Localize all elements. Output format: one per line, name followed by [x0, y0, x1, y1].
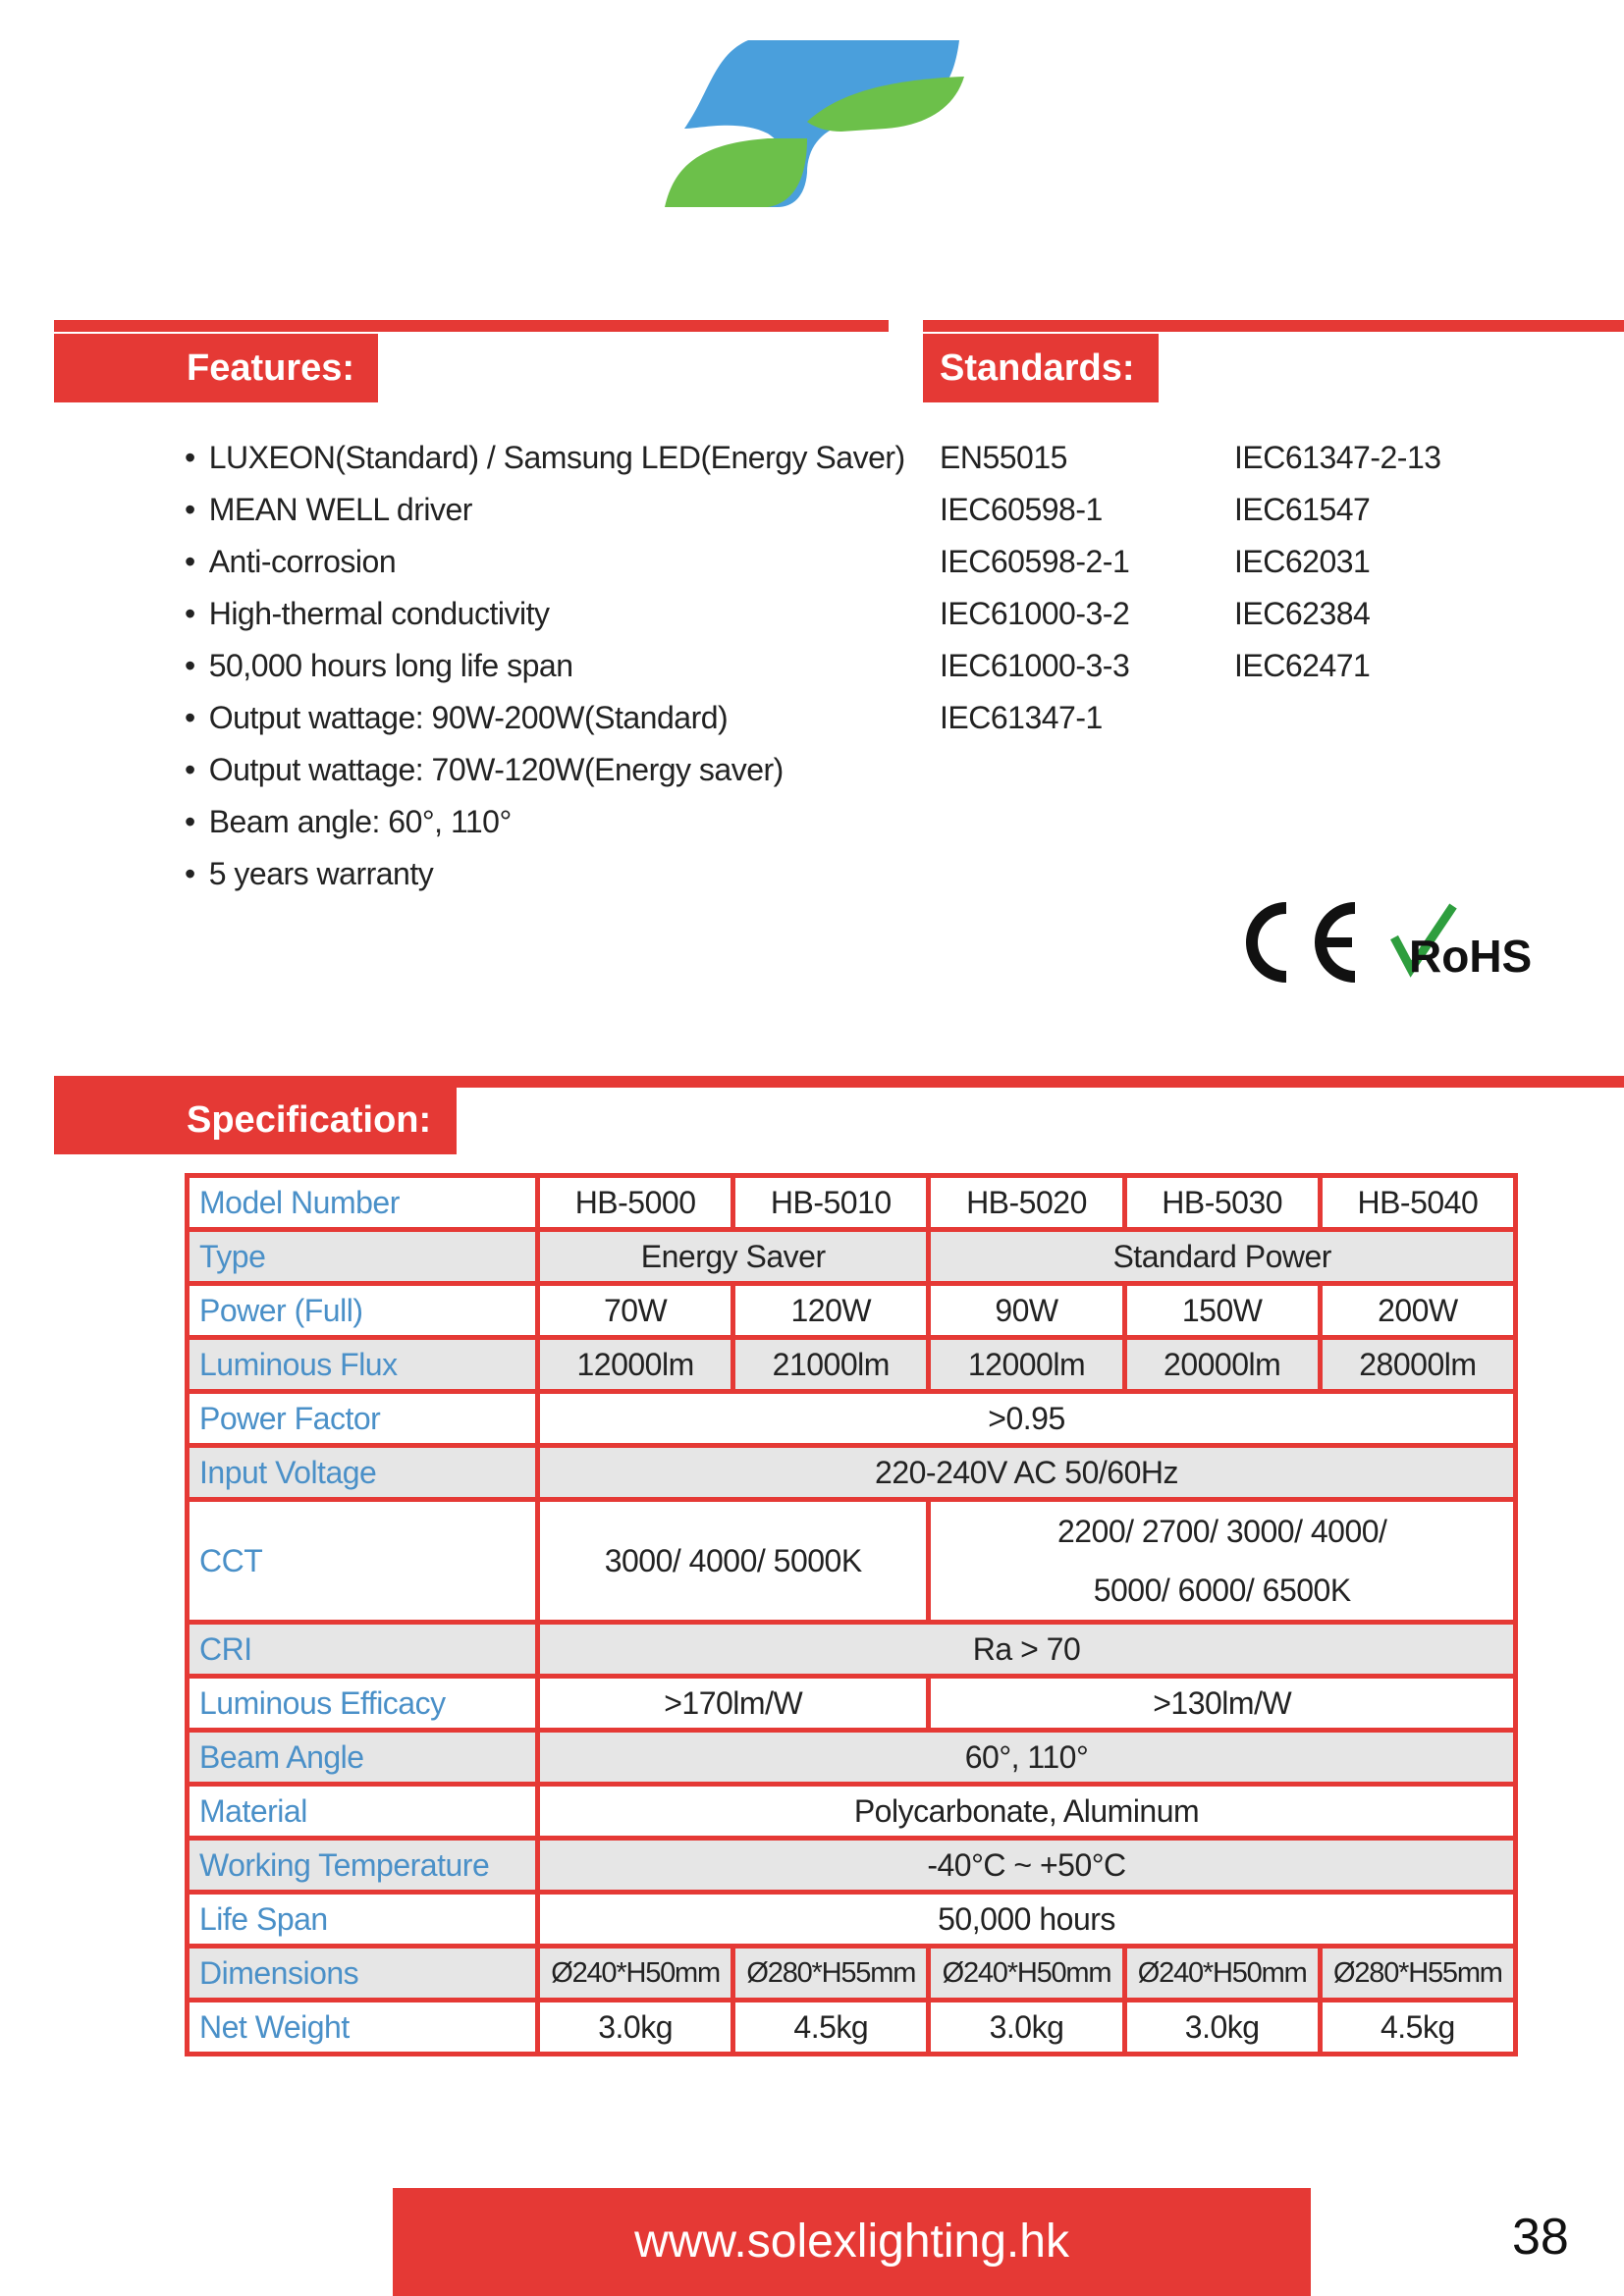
standard-item: EN55015 — [940, 440, 1067, 475]
flux-cell: 21000lm — [735, 1340, 926, 1389]
weight-cell: 4.5kg — [735, 2002, 926, 2052]
flux-cell: 12000lm — [931, 1340, 1121, 1389]
standard-item: IEC61347-1 — [940, 700, 1103, 735]
page-number: 38 — [1512, 2209, 1569, 2266]
row-label: Input Voltage — [189, 1448, 535, 1497]
row-label: Luminous Efficacy — [189, 1679, 535, 1728]
standard-item: IEC62031 — [1234, 544, 1371, 579]
row-label: Life Span — [189, 1895, 535, 1944]
feature-item: • Output wattage: 90W-200W(Standard) — [185, 692, 905, 744]
standard-item: IEC60598-1 — [940, 492, 1103, 527]
footer-website-link[interactable]: www.solexlighting.hk — [393, 2188, 1311, 2296]
efficacy-cell: >130lm/W — [931, 1679, 1513, 1728]
pf-cell: >0.95 — [540, 1394, 1513, 1443]
feature-item: • MEAN WELL driver — [185, 484, 905, 536]
model-cell: HB-5000 — [540, 1178, 731, 1227]
row-label: Model Number — [189, 1178, 535, 1227]
temp-cell: -40°C ~ +50°C — [540, 1841, 1513, 1890]
standards-column-2 — [1234, 432, 1441, 692]
feature-item: • Anti-corrosion — [185, 536, 905, 588]
cct-line: 2200/ 2700/ 3000/ 4000/ — [1056, 1514, 1387, 1549]
flux-cell: 12000lm — [540, 1340, 731, 1389]
power-cell: 200W — [1323, 1286, 1513, 1335]
table-row — [189, 1448, 1513, 1497]
table-row — [189, 1949, 1513, 1998]
table-row — [189, 1394, 1513, 1443]
feature-item: • High-thermal conductivity — [185, 588, 905, 640]
flux-cell: 20000lm — [1127, 1340, 1318, 1389]
ce-mark-icon — [1252, 908, 1355, 977]
model-cell: HB-5040 — [1323, 1178, 1513, 1227]
certification-marks — [1242, 898, 1566, 987]
standard-item: IEC62384 — [1234, 596, 1371, 631]
row-label: Dimensions — [189, 1949, 535, 1998]
dimension-cell: Ø280*H55mm — [1323, 1949, 1513, 1998]
cct-line: 5000/ 6000/ 6500K — [1093, 1573, 1351, 1608]
feature-item: • 5 years warranty — [185, 848, 905, 900]
table-row — [189, 1232, 1513, 1281]
row-label: Net Weight — [189, 2002, 535, 2052]
table-row — [189, 1502, 1513, 1620]
cri-cell: Ra > 70 — [540, 1625, 1513, 1674]
power-cell: 70W — [540, 1286, 731, 1335]
standard-item: IEC61547 — [1234, 492, 1371, 527]
table-row — [189, 1895, 1513, 1944]
standards-header-line — [923, 320, 1624, 332]
type-cell: Standard Power — [931, 1232, 1513, 1281]
table-row — [189, 1679, 1513, 1728]
row-label: Type — [189, 1232, 535, 1281]
table-row — [189, 1340, 1513, 1389]
weight-cell: 4.5kg — [1323, 2002, 1513, 2052]
voltage-cell: 220-240V AC 50/60Hz — [540, 1448, 1513, 1497]
table-row — [189, 2002, 1513, 2052]
row-label: Power (Full) — [189, 1286, 535, 1335]
dimension-cell: Ø240*H50mm — [931, 1949, 1121, 1998]
standard-item: IEC62471 — [1234, 648, 1371, 683]
type-cell: Energy Saver — [540, 1232, 926, 1281]
model-cell: HB-5020 — [931, 1178, 1121, 1227]
feature-item: • LUXEON(Standard) / Samsung LED(Energy Saver) — [185, 432, 905, 484]
dimension-cell: Ø280*H55mm — [735, 1949, 926, 1998]
standards-column-1 — [940, 432, 1129, 744]
cct-cell — [931, 1502, 1513, 1620]
cct-cell: 3000/ 4000/ 5000K — [540, 1502, 926, 1620]
row-label: Beam Angle — [189, 1733, 535, 1782]
standard-item: IEC60598-2-1 — [940, 544, 1130, 579]
feature-item: • Output wattage: 70W-120W(Energy saver) — [185, 744, 905, 796]
spec-header: Specification: — [54, 1086, 457, 1154]
features-list — [185, 432, 905, 900]
table-row — [189, 1286, 1513, 1335]
weight-cell: 3.0kg — [931, 2002, 1121, 2052]
efficacy-cell: >170lm/W — [540, 1679, 926, 1728]
table-row — [189, 1733, 1513, 1782]
feature-item: • Beam angle: 60°, 110° — [185, 796, 905, 848]
weight-cell: 3.0kg — [1127, 2002, 1318, 2052]
weight-cell: 3.0kg — [540, 2002, 731, 2052]
standard-item: IEC61000-3-3 — [940, 648, 1130, 683]
table-row — [189, 1841, 1513, 1890]
standards-header: Standards: — [923, 334, 1159, 402]
svg-text:RoHS: RoHS — [1409, 931, 1533, 982]
power-cell: 120W — [735, 1286, 926, 1335]
table-row — [189, 1787, 1513, 1836]
features-header: Features: — [54, 334, 378, 402]
row-label: CCT — [189, 1502, 535, 1620]
row-label: Luminous Flux — [189, 1340, 535, 1389]
model-cell: HB-5030 — [1127, 1178, 1318, 1227]
flux-cell: 28000lm — [1323, 1340, 1513, 1389]
beam-cell: 60°, 110° — [540, 1733, 1513, 1782]
rohs-mark-icon — [1394, 906, 1532, 982]
standard-item: IEC61000-3-2 — [940, 596, 1130, 631]
row-label: CRI — [189, 1625, 535, 1674]
feature-item: • 50,000 hours long life span — [185, 640, 905, 692]
model-cell: HB-5010 — [735, 1178, 926, 1227]
logo-green-leaf-bottom — [665, 138, 807, 207]
life-cell: 50,000 hours — [540, 1895, 1513, 1944]
standard-item: IEC61347-2-13 — [1234, 440, 1441, 475]
row-label: Working Temperature — [189, 1841, 535, 1890]
dimension-cell: Ø240*H50mm — [540, 1949, 731, 1998]
dimension-cell: Ø240*H50mm — [1127, 1949, 1318, 1998]
company-logo — [660, 35, 964, 212]
features-header-line — [54, 320, 889, 332]
row-label: Power Factor — [189, 1394, 535, 1443]
power-cell: 150W — [1127, 1286, 1318, 1335]
specification-table — [185, 1173, 1518, 2056]
table-row — [189, 1178, 1513, 1227]
row-label: Material — [189, 1787, 535, 1836]
material-cell: Polycarbonate, Aluminum — [540, 1787, 1513, 1836]
table-row — [189, 1625, 1513, 1674]
power-cell: 90W — [931, 1286, 1121, 1335]
